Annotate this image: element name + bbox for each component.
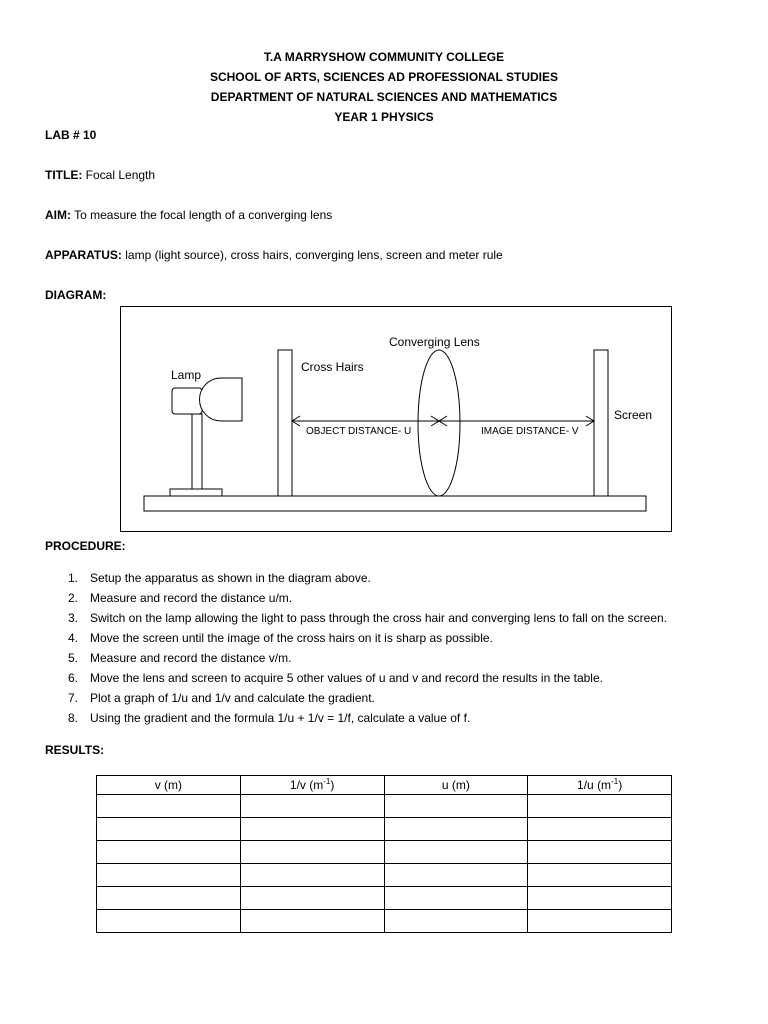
lamp-label: Lamp <box>171 368 202 382</box>
lamp-base <box>170 489 222 496</box>
table-cell[interactable] <box>528 818 672 841</box>
column-header: u (m) <box>384 776 528 795</box>
apparatus-label: APPARATUS: <box>45 248 122 262</box>
procedure-step <box>68 608 667 628</box>
table-row <box>97 818 672 841</box>
table-cell[interactable] <box>97 910 241 933</box>
department-name: DEPARTMENT OF NATURAL SCIENCES AND MATHEMATICS <box>210 90 558 104</box>
diagram-heading: DIAGRAM: <box>45 288 107 302</box>
step-text: Using the gradient and the formula 1/u + 1/v = 1/f, calculate a value of f. <box>90 711 471 725</box>
lens-label: Converging Lens <box>389 335 480 349</box>
school-name: SCHOOL OF ARTS, SCIENCES AD PROFESSIONAL STUDIES <box>209 70 559 84</box>
table-cell[interactable] <box>97 887 241 910</box>
procedure-step <box>68 648 667 668</box>
table-cell[interactable] <box>528 841 672 864</box>
cross-hairs-label: Cross Hairs <box>301 360 364 374</box>
aim-line <box>45 207 332 223</box>
image-distance-label: IMAGE DISTANCE- V <box>481 426 579 437</box>
step-number: 2. <box>68 591 79 605</box>
apparatus-value: lamp (light source), cross hairs, converging lens, screen and meter rule <box>125 248 503 262</box>
procedure-list <box>68 568 667 728</box>
apparatus-line <box>45 247 503 263</box>
table-cell[interactable] <box>240 795 384 818</box>
procedure-step <box>68 668 667 688</box>
apparatus-diagram <box>120 306 672 532</box>
table-cell[interactable] <box>528 910 672 933</box>
lamp-housing <box>172 388 202 414</box>
step-number: 1. <box>68 571 79 585</box>
procedure-step <box>68 708 667 728</box>
step-number: 4. <box>68 631 79 645</box>
step-text: Measure and record the distance u/m. <box>90 591 293 605</box>
screen-stand <box>594 350 608 496</box>
table-cell[interactable] <box>384 841 528 864</box>
table-row <box>97 841 672 864</box>
step-number: 8. <box>68 711 79 725</box>
step-number: 6. <box>68 671 79 685</box>
table-cell[interactable] <box>528 864 672 887</box>
table-cell[interactable] <box>240 864 384 887</box>
step-text: Move the screen until the image of the cross hairs on it is sharp as possible. <box>90 631 493 645</box>
results-header-row <box>97 776 672 795</box>
column-header: v (m) <box>97 776 241 795</box>
step-text: Measure and record the distance v/m. <box>90 651 292 665</box>
table-cell[interactable] <box>528 795 672 818</box>
table-cell[interactable] <box>240 818 384 841</box>
college-name: T.A MARRYSHOW COMMUNITY COLLEGE <box>263 50 505 64</box>
table-row <box>97 795 672 818</box>
document-header <box>0 47 768 127</box>
results-heading: RESULTS: <box>45 743 105 757</box>
step-number: 5. <box>68 651 79 665</box>
step-text: Move the lens and screen to acquire 5 other values of u and v and record the results in the table. <box>90 671 603 685</box>
lab-number: LAB # 10 <box>45 128 97 142</box>
table-row <box>97 887 672 910</box>
table-cell[interactable] <box>384 887 528 910</box>
procedure-step <box>68 628 667 648</box>
table-row <box>97 910 672 933</box>
converging-lens <box>418 350 460 496</box>
lamp-stand <box>192 414 202 489</box>
procedure-step <box>68 568 667 588</box>
table-cell[interactable] <box>384 910 528 933</box>
table-cell[interactable] <box>240 910 384 933</box>
object-distance-label: OBJECT DISTANCE- U <box>306 426 412 437</box>
aim-value: To measure the focal length of a converging lens <box>74 208 333 222</box>
table-cell[interactable] <box>384 818 528 841</box>
step-text: Plot a graph of 1/u and 1/v and calculate the gradient. <box>90 691 375 705</box>
table-cell[interactable] <box>384 795 528 818</box>
table-row <box>97 864 672 887</box>
table-cell[interactable] <box>97 864 241 887</box>
procedure-heading: PROCEDURE: <box>45 539 126 553</box>
column-header: 1/v $(m^{-1})$ <box>240 776 384 795</box>
aim-label: AIM: <box>45 208 71 222</box>
diagram-svg <box>120 306 672 532</box>
step-number: 3. <box>68 611 79 625</box>
table-cell[interactable] <box>97 795 241 818</box>
title-label: TITLE: <box>45 168 83 182</box>
step-text: Setup the apparatus as shown in the diagram above. <box>90 571 371 585</box>
table-cell[interactable] <box>97 818 241 841</box>
step-number: 7. <box>68 691 79 705</box>
title-line <box>45 167 155 183</box>
procedure-step <box>68 588 667 608</box>
procedure-step <box>68 688 667 708</box>
cross-hairs-stand <box>278 350 292 496</box>
lamp-icon <box>200 378 243 421</box>
screen-label: Screen <box>614 408 653 422</box>
table-cell[interactable] <box>97 841 241 864</box>
title-value: Focal Length <box>85 168 156 182</box>
table-cell[interactable] <box>384 864 528 887</box>
results-table <box>96 775 672 933</box>
table-cell[interactable] <box>240 887 384 910</box>
table-cell[interactable] <box>528 887 672 910</box>
column-header: 1/u $(m^{-1})$ <box>528 776 672 795</box>
meter-rule <box>144 496 646 511</box>
step-text: Switch on the lamp allowing the light to pass through the cross hair and converging lens to fall on the screen. <box>90 611 668 625</box>
course-name: YEAR 1 PHYSICS <box>334 110 434 124</box>
table-cell[interactable] <box>240 841 384 864</box>
